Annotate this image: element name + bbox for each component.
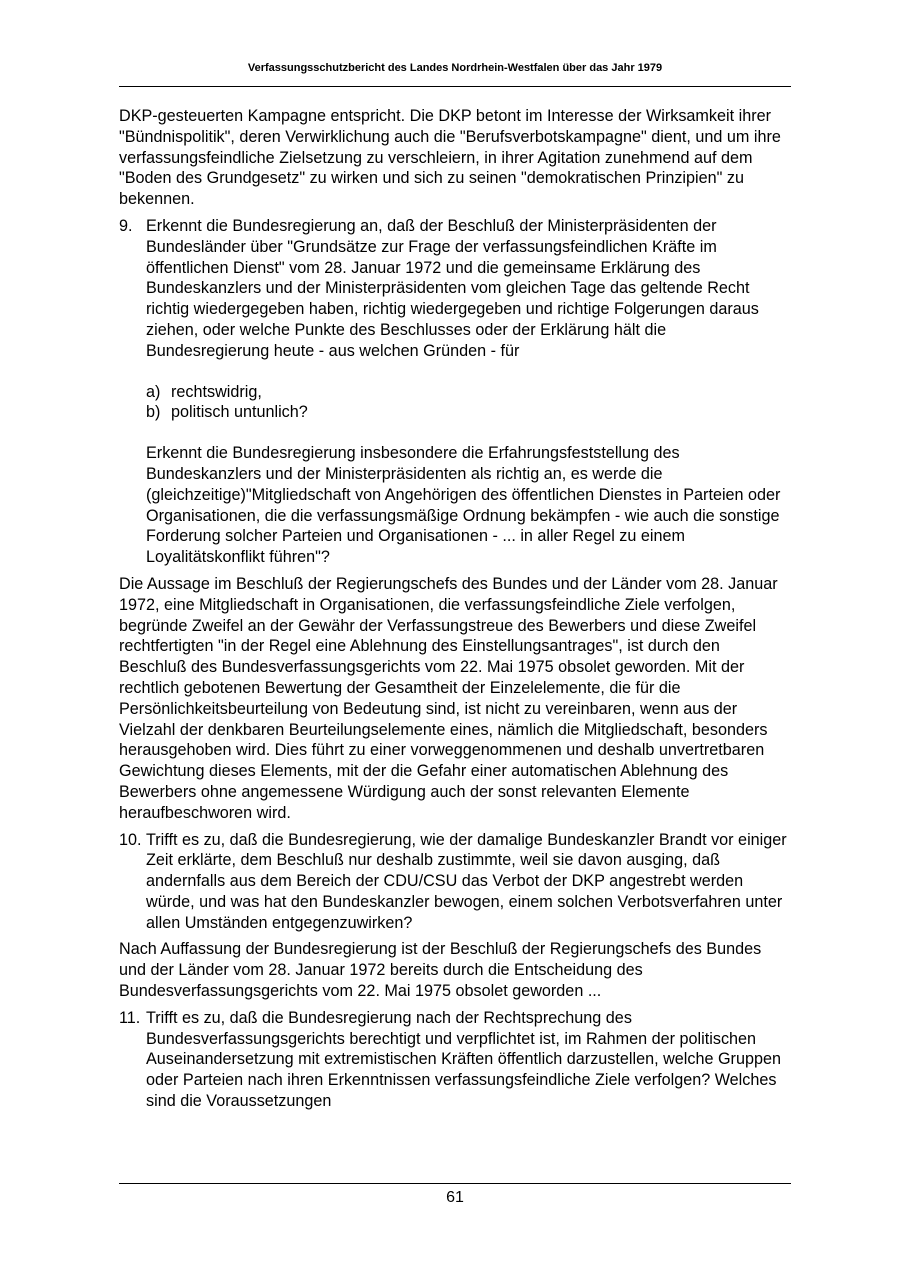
question-text: Trifft es zu, daß die Bundesregierung, wie der damalige Bundeskanzler Brandt vor einiger Zeit erklärte, dem Beschluß nur deshalb zustimmte, weil sie davon ausging, daß andernfalls aus dem Bereich der CDU/CSU das Verbot der DKP angestrebt werden würde, und was hat den Bundeskanzler bewogen, einem solchen Verbotsverfahren unter allen Umständen entgegenzuwirken? (146, 830, 787, 932)
question-11 (119, 1008, 791, 1112)
sub-item (146, 382, 791, 403)
sub-item (146, 402, 791, 423)
sub-item-text: rechtswidrig, (171, 382, 262, 401)
running-header: Verfassungsschutzbericht des Landes Nordrhein-Westfalen über das Jahr 1979 (247, 62, 663, 74)
question-followup: Erkennt die Bundesregierung insbesondere die Erfahrungsfeststellung des Bundeskanzlers und der Ministerpräsidenten als richtig an, es werde die (gleichzeitige)"Mitgliedschaft von Angehörigen des öffentlichen Dienstes in Parteien oder Organisationen, die die verfassungsmäßige Ordnung bekämpfen - wie auch die sonstige Forderung solcher Parteien und Organisationen - ... in aller Regel zu einem Loyalitätskonflikt führen"? (146, 444, 781, 567)
question-number: 11. (119, 1008, 141, 1027)
sub-item-letter: b) (146, 403, 161, 422)
question-number: 9. (119, 216, 133, 235)
question-text: Erkennt die Bundesregierung an, daß der Beschluß der Ministerpräsidenten der Bundesländer über "Grundsätze zur Frage der verfassungsfeindlichen Kräfte im öffentlichen Dienst" vom 28. Januar 1972 und die gemeinsame Erklärung des Bundeskanzlers und der Ministerpräsidenten vom gleichen Tage das geltende Recht richtig wiedergegeben haben, richtig wiedergegeben und richtige Folgerungen daraus ziehen, oder welche Punkte des Beschlusses oder der Erklärung hält die Bundesregierung heute - aus welchen Gründen - für (146, 216, 759, 360)
question-9 (119, 216, 791, 568)
answer-10: Nach Auffassung der Bundesregierung ist der Beschluß der Regierungschefs des Bundes und der Länder vom 28. Januar 1972 bereits durch die Entscheidung des Bundesverfassungsgerichts vom 22. Mai 1975 obsolet geworden ... (119, 940, 762, 1001)
question-body (146, 216, 791, 568)
question-text: Trifft es zu, daß die Bundesregierung nach der Rechtsprechung des Bundesverfassungsgerichts berechtigt und verpflichtet ist, im Rahmen der politischen Auseinandersetzung mit extremistischen Kräften öffentlich darzustellen, welche Gruppen oder Parteien nach ihren Erkenntnissen verfassungsfeindliche Ziele verfolgen? Welches sind die Voraussetzungen (146, 1008, 781, 1111)
header-divider (119, 86, 791, 87)
page-number: 61 (446, 1189, 464, 1206)
sub-item-letter: a) (146, 382, 161, 401)
sub-item-text: politisch untunlich? (171, 403, 308, 422)
intro-paragraph: DKP-gesteuerten Kampagne entspricht. Die DKP betont im Interesse der Wirksamkeit ihrer "Bündnispolitik", deren Verwirklichung auch die "Berufsverbotskampagne" dient, und um ihre verfassungsfeindliche Zielsetzung zu verschleiern, in ihrer Agitation zunehmend auf dem "Boden des Grundgesetz" zu wirken und sich zu seinen "demokratischen Prinzipien" zu bekennen. (119, 107, 781, 209)
document-body (119, 106, 791, 1118)
footer-divider (119, 1183, 791, 1184)
question-number: 10. (119, 830, 142, 849)
question-10 (119, 830, 791, 934)
answer-9: Die Aussage im Beschluß der Regierungschefs des Bundes und der Länder vom 28. Januar 1972, eine Mitgliedschaft in Organisationen, die verfassungsfeindliche Ziele verfolgen, begründe Zweifel an der Gewähr der Verfassungstreue des Bewerbers und diese Zweifel rechtfertigten "in der Regel eine Ablehnung des Einstellungsantrages", ist durch den Beschluß des Bundesverfassungsgerichts vom 22. Mai 1975 obsolet geworden. Mit der rechtlich gebotenen Bewertung der Gesamtheit der Einzelelemente, die für die Persönlichkeitsbeurteilung von Bedeutung sind, ist nicht zu vereinbaren, wenn aus der Vielzahl der denkbaren Beurteilungselemente eines, nämlich die Mitgliedschaft, besonders herausgehoben wird. Dies führt zu einer vorweggenommenen und deshalb unvertretbaren Gewichtung dieses Elements, mit der die Gefahr einer automatischen Ablehnung des Bewerbers ohne angemessene Würdigung auch der sonst relevanten Elemente heraufbeschworen wird. (119, 574, 778, 822)
sub-list (146, 382, 791, 424)
